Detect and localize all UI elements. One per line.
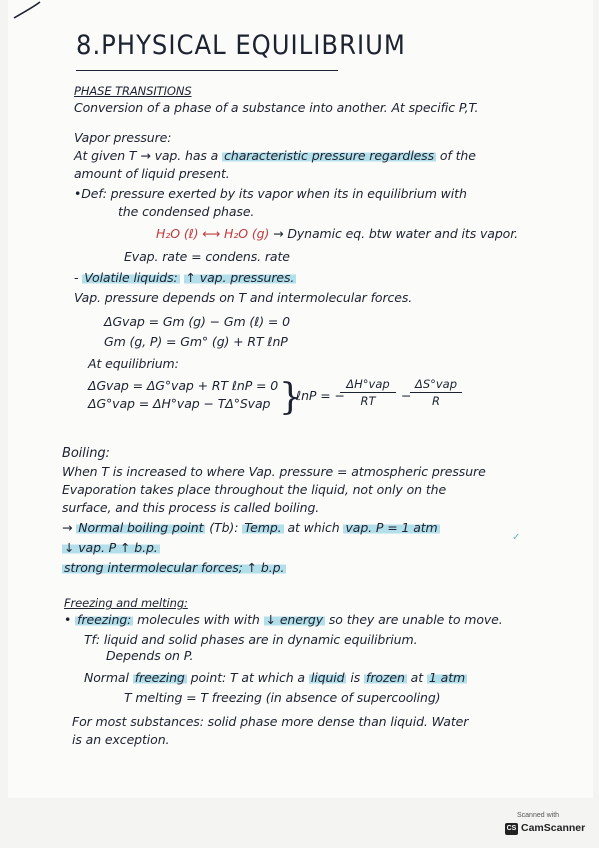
boiling-line-1: When T is increased to where Vap. pressure = atmospheric pressure (62, 464, 486, 479)
equation-equilibrium-2: ΔG°vap = ΔH°vap − TΔ°Svap (88, 396, 271, 411)
equation-equilibrium-1: ΔGvap = ΔG°vap + RT ℓnP = 0 (88, 378, 279, 393)
normal-bp-at-which: at which (287, 520, 340, 535)
vapor-line-1 (74, 148, 476, 163)
normal-bp-label: Normal boiling point (78, 520, 204, 535)
nfp-liquid: liquid (310, 670, 345, 685)
vapor-pressure-label: Vapor pressure: (74, 130, 172, 145)
scanned-with-text: Scanned with (517, 812, 560, 819)
volatile-highlight: ↑ vap. pressures. (185, 270, 295, 285)
fraction-entropy-den: R (432, 394, 440, 408)
camscanner-logo-icon: CS (505, 823, 518, 835)
freezing-depends-line: Depends on P. (106, 648, 194, 663)
pen-mark-icon (8, 0, 48, 22)
freezing-text-2: so they are unable to move. (328, 612, 503, 627)
nfp-frozen: frozen (366, 670, 405, 685)
equation-delta-g-vap: ΔGvap = Gm (g) − Gm (ℓ) = 0 (104, 314, 291, 329)
nfp-normal: Normal (84, 670, 129, 685)
nfp-1atm: 1 atm (428, 670, 466, 685)
volatile-dash: - (74, 270, 79, 285)
freezing-line-1 (64, 612, 503, 627)
boiling-line-3: surface, and this process is called boiling. (62, 500, 320, 515)
section-heading-phase-transitions: PHASE TRANSITIONS (74, 84, 192, 98)
normal-boiling-point-line (62, 520, 440, 535)
fraction-entropy (410, 377, 462, 408)
evap-rate-line: Evap. rate = condens. rate (124, 249, 290, 264)
vap-p-bp-line (62, 540, 160, 555)
nfp-is: is (350, 670, 361, 685)
normal-bp-symbol: (Tb): (209, 520, 239, 535)
volatile-line (74, 270, 296, 285)
water-equilibrium-line (156, 226, 518, 241)
boiling-line-2: Evaporation takes place throughout the liquid, not only on the (62, 482, 447, 497)
intermolecular-forces-line (62, 560, 286, 575)
vapor-line-2: amount of liquid present. (74, 166, 230, 181)
volatile-label: Volatile liquids: (84, 270, 178, 285)
fraction-enthalpy-bar (340, 392, 396, 393)
normal-freezing-point-line (84, 670, 467, 685)
fraction-entropy-bar (410, 392, 462, 393)
vapor-def-line-2: the condensed phase. (118, 204, 255, 219)
nfp-point: point: T at which a (190, 670, 305, 685)
fraction-enthalpy-num: ΔH°vap (346, 377, 390, 391)
phase-def-line: Conversion of a phase of a substance into another. At specific P,T. (74, 100, 479, 115)
vapor-line-1c: of the (439, 148, 476, 163)
at-equilibrium-label: At equilibrium: (88, 356, 179, 371)
section-heading-freezing: Freezing and melting: (64, 596, 188, 610)
freezing-text-1: molecules with with (137, 612, 260, 627)
water-equation: H₂O (ℓ) ⟷ H₂O (g) (156, 226, 270, 241)
vapor-line-1a: At given T → vap. has a (74, 148, 219, 163)
freezing-tf-line: Tf: liquid and solid phases are in dynamic equilibrium. (84, 632, 418, 647)
vap-pressure-depends-line: Vap. pressure depends on T and intermolecular forces. (74, 290, 413, 305)
camscanner-brand: CamScanner (521, 822, 586, 834)
normal-bp-arrow: → (62, 520, 73, 535)
vap-p-bp-highlight: ↓ vap. P ↑ b.p. (64, 540, 158, 555)
page-title: 8.PHYSICAL EQUILIBRIUM (76, 30, 406, 61)
fraction-entropy-num: ΔS°vap (414, 377, 458, 391)
freezing-bullet: • (64, 612, 72, 627)
vapor-highlight-characteristic: characteristic pressure regardless (224, 148, 434, 163)
nfp-freezing: freezing (134, 670, 185, 685)
equation-lnp: ℓnP = − (296, 388, 345, 403)
intermolecular-highlight: strong intermolecular forces; ↑ b.p. (64, 560, 285, 575)
section-heading-boiling: Boiling: (62, 446, 110, 461)
camscanner-watermark (505, 812, 587, 842)
nfp-at: at (410, 670, 424, 685)
fraction-enthalpy (340, 377, 396, 408)
checkmark-icon: ✓ (512, 532, 521, 543)
brace-symbol: } (279, 377, 302, 418)
melting-freezing-line: T melting = T freezing (in absence of supercooling) (124, 690, 441, 705)
freezing-energy: ↓ energy (265, 612, 323, 627)
title-underline (76, 70, 338, 71)
fraction-enthalpy-den: RT (360, 394, 376, 408)
freezing-label: freezing: (77, 612, 132, 627)
vapor-def-line: •Def: pressure exerted by its vapor when its in equilibrium with (74, 186, 467, 201)
water-equation-note: → Dynamic eq. btw water and its vapor. (273, 226, 518, 241)
equation-minus: − (401, 388, 412, 403)
dense-solid-line: For most substances: solid phase more dense than liquid. Water (72, 714, 469, 729)
normal-bp-temp: Temp. (244, 520, 282, 535)
normal-bp-vap-p: vap. P = 1 atm (345, 520, 438, 535)
water-exception-line: is an exception. (72, 732, 170, 747)
equation-gm: Gm (g, P) = Gm° (g) + RT ℓnP (104, 334, 288, 349)
